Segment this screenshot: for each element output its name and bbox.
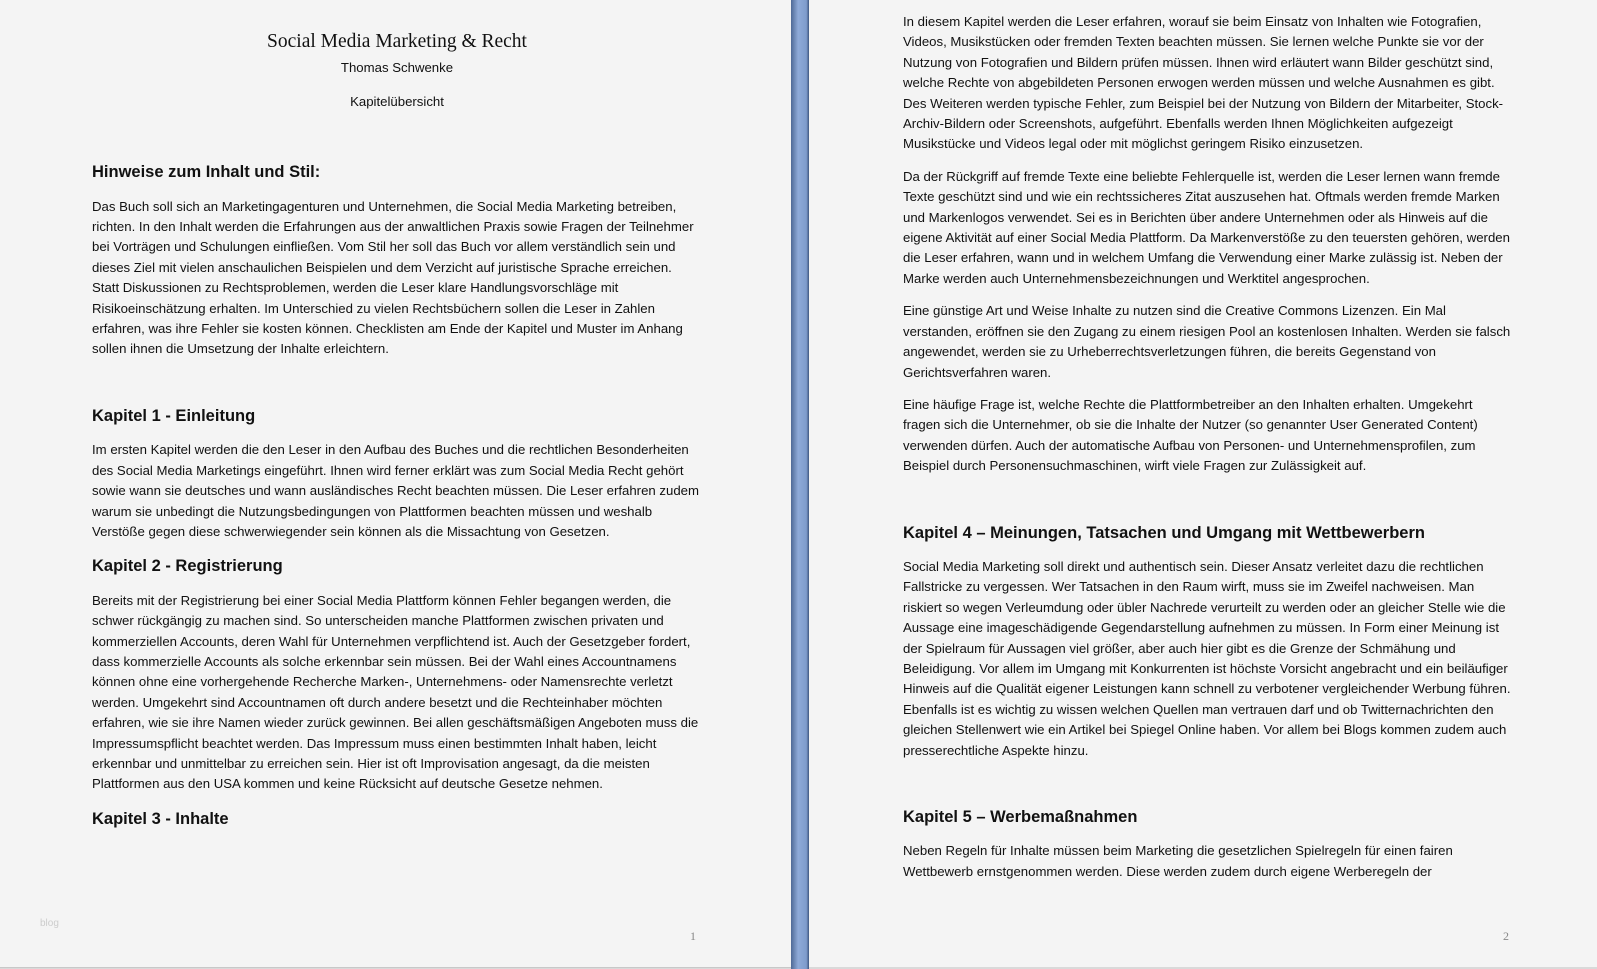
section-text: Das Buch soll sich an Marketingagenturen und Unternehmen, die Social Media Marketing betreiben, richten. In den Inhalt werden die Erfahrungen aus der anwaltlichen Praxis sowie Fragen der Teilnehmer bei Vorträgen und Schulungen einfließen. Vom Stil her soll das Buch vor allem verständlich sein und dieses Ziel mit vielen anschaulichen Beispielen und dem Verzicht auf juristische Sprache erreichen. Statt Diskussionen zu Rechtsproblemen, werden die Leser klare Handlungsvorschläge mit Risikoeinschätzung erhalten. Im Unterschied zu vielen Rechtsbüchern sollen die Leser in Zahlen erfahren, was ihre Fehler sie kosten können. Checklisten am Ende der Kapitel und Muster im Anhang sollen ihnen die Umsetzung der Inhalte erleichtern. [92,198,694,357]
page-number: 2 [1503,929,1509,943]
section-heading: Kapitel 1 - Einleitung [92,406,256,425]
watermark: blog [40,918,59,929]
page-divider [791,0,809,969]
section-text: Neben Regeln für Inhalte müssen beim Marketing die gesetzlichen Spielregeln für einen fairen Wettbewerb ernstgenommen werden. Diese werden zudem durch eigene Werberegeln der [903,843,1453,879]
paragraph: Da der Rückgriff auf fremde Texte eine beliebte Fehlerquelle ist, werden die Leser lernen wann fremde Texte geschützt sind und wie ein rechtssicheres Zitat auszusehen hat. Oftmals werden fremde Marken und Markenlogos verwendet. Sei es in Berichten über andere Unternehmen oder als Hinweis auf die eigene Aktivität auf einer Social Media Plattform. Da Markenverstöße zu den teuersten gehören, werden die Leser erfahren, wann und in welchem Umfang die Verwendung einer Marke zulässig ist. Neben der Marke werden auch Unternehmensbezeichnungen und Werktitel angesprochen. [903,168,1510,286]
section-heading: Kapitel 5 – Werbemaßnahmen [903,808,1138,826]
section-heading: Kapitel 4 – Meinungen, Tatsachen und Umgang mit Wettbewerbern [903,523,1425,542]
page-number: 1 [690,929,696,943]
section-text: Social Media Marketing soll direkt und authentisch sein. Dieser Ansatz verleitet dazu die rechtlichen Fallstricke zu vergessen. Wer Tatsachen in den Raum wirft, muss sie im Zweifel nachweisen. Man riskiert so wegen Verleumdung oder übler Nachrede verurteilt zu werden oder an gleicher Stelle wie die Aussage eine imageschädigende Gegendarstellung aufnehmen zu müssen. In Form einer Meinung ist der Spielraum für Aussagen viel größer, aber auch hier gibt es die Grenze der Schmähung und Beleidigung. Vor allem im Umgang mit Konkurrenten ist höchste Vorsicht angebracht und ein beiläufiger Hinweis auf die Qualität eigener Leistungen kann schnell zu verbotener vergleichender Werbung führen. Ebenfalls ist es wichtig zu wissen welchen Quellen man vertrauen darf und ob Twitternachrichten den gleichen Stellenwert wie ein Artikel bei Spiegel Online haben. Vor allem bei Blogs kommen zudem auch presserechtliche Aspekte hinzu. [903,558,1511,758]
section-heading: Kapitel 2 - Registrierung [92,557,283,576]
section-heading: Kapitel 3 - Inhalte [92,809,229,828]
paragraph: In diesem Kapitel werden die Leser erfahren, worauf sie beim Einsatz von Inhalten wie Fotografien, Videos, Musikstücken oder fremden Texten beachten müssen. Sie lernen welche Punkte sie vor der Nutzung von Fotografien und Bildern prüfen müssen. Ihnen wird erläutert wann Bilder geschützt sind, welche Rechte von abgebildeten Personen erwogen werden müssen und welche Ausnahmen es gibt. Des Weiteren werden typische Fehler, zum Beispiel bei der Nutzung von Bildern der Mitarbeiter, Stock-Archiv-Bildern oder Screenshots, aufgeführt. Ebenfalls werden Ihnen Möglichkeiten aufgezeigt Musikstücke und Videos legal oder mit möglichst geringem Risiko einzusetzen. [903,14,1504,152]
document-title: Social Media Marketing & Recht [267,31,527,52]
document-subtitle: Kapitelübersicht [350,93,444,109]
section-heading: Hinweise zum Inhalt und Stil: [92,163,321,182]
section-text: Bereits mit der Registrierung bei einer Social Media Plattform können Fehler begangen werden, die schwer rückgängig zu machen sind. So unterscheiden manche Plattformen zwischen privaten und kommerziellen Accounts, deren Wahl für Unternehmen verpflichtend ist. Auch der Gesetzgeber fordert, dass kommerzielle Accounts als solche erkennbar sein müssen. Bei der Wahl eines Accountnamens können ohne eine vorhergehende Recherche Marken-, Unternehmens- oder Namensrechte verletzt werden. Umgekehrt sind Accountnamen oft durch andere besetzt und die Rechteinhaber möchten erfahren, wie sie ihre Namen wieder zurück gewinnen. Bei allen geschäftsmäßigen Angeboten muss die Impressumspflicht beachtet werden. Das Impressum muss einen bestimmten Inhalt haben, leicht erkennbar und unmittelbar zu erreichen sein. Hier ist oft Improvisation angesagt, da die meisten Plattformen aus den USA kommen und keine Rücksicht auf deutsche Gesetze nehmen. [92,592,699,792]
document-author: Thomas Schwenke [340,60,454,76]
document-page-2 [809,0,1597,967]
section-text: Im ersten Kapitel werden die den Leser in den Aufbau des Buches und die rechtlichen Besonderheiten des Social Media Marketings eingeführt. Ihnen wird ferner erklärt was zum Social Media Recht gehört sowie wann sie deutsches und wann ausländisches Recht beachten müssen. Die Leser erfahren zudem warum sie unbedingt die Nutzungsbedingungen von Plattformen beachten müssen und weshalb Verstöße gegen diese schwerwiegender sein können als die Missachtung von Gesetzen. [92,442,699,539]
paragraph: Eine häufige Frage ist, welche Rechte die Plattformbetreiber an den Inhalten erhalten. Umgekehrt fragen sich die Unternehmer, ob sie die Inhalte der Nutzer (so genannter User Generated Content) verwenden dürfen. Auch der automatische Aufbau von Personen- und Unternehmensprofilen, zum Beispiel durch Personensuchmaschinen, wirft viele Fragen zur Zulässigkeit auf. [903,396,1478,474]
paragraph: Eine günstige Art und Weise Inhalte zu nutzen sind die Creative Commons Lizenzen. Ein Mal verstanden, eröffnen sie den Zugang zu einem riesigen Pool an kostenlosen Inhalten. Werden sie falsch angewendet, werden sie zu Urheberrechtsverletzungen führen, die bereits Gegenstand von Gerichtsverfahren waren. [903,303,1511,380]
document-page-1 [0,0,791,968]
